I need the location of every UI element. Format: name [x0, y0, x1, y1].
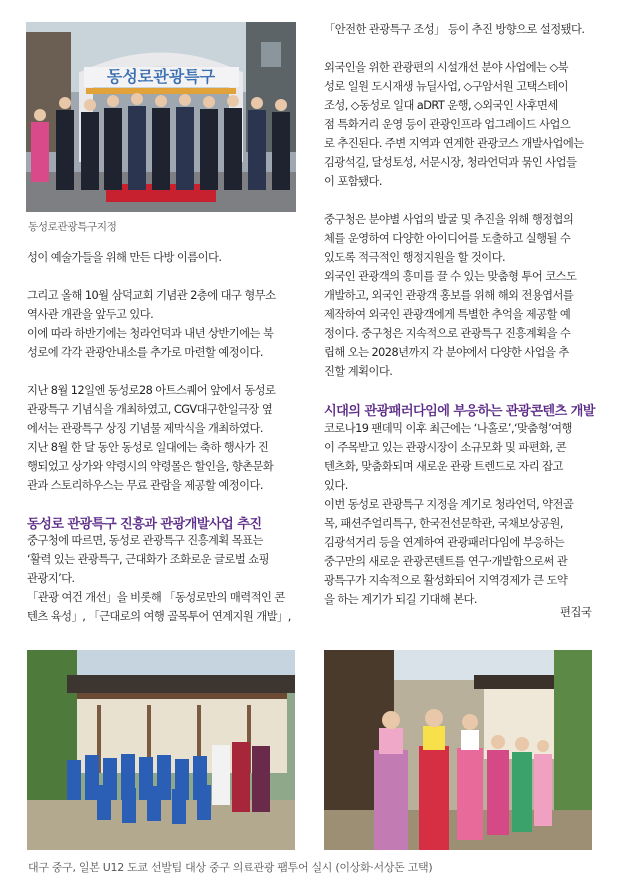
paragraph-line: 립해 오는 2028년까지 각 분야에서 다양한 사업을 추 [324, 346, 569, 359]
right-column-continued [324, 419, 573, 609]
paragraph-line: 있다. [324, 479, 348, 492]
paragraph-line: 김광석거리 등을 연계하여 관광패러다임에 부응하는 [324, 536, 565, 549]
ceremony-photo-caption: 동성로관광특구지정 [28, 221, 117, 233]
paragraph-line: 조성, ◇동성로 일대 aDRT 운행, ◇외국인 사후면세 [324, 99, 558, 112]
hanbok-photo [324, 650, 592, 850]
paragraph-line: 광특구가 지속적으로 활성화되어 지역경제가 큰 도약 [324, 574, 568, 587]
paragraph-line: 제작하여 외국인 관광객에게 특별한 추억을 제공할 예 [324, 308, 571, 321]
paragraph-line: 코로나19 팬데믹 이후 최근에는 ‘나홀로’,‘맞춤형’여행 [324, 422, 572, 435]
paragraph-line: 텐츠 육성」, 「근대로의 여행 골목투어 연계지원 개발」, [27, 610, 291, 623]
paragraph-line: 지난 8월 12일엔 동성로28 아트스퀘어 앞에서 동성로 [27, 384, 276, 397]
paragraph-line: 역사관 개관을 앞두고 있다. [27, 308, 154, 321]
paragraph-line: 김광석길, 달성토성, 서문시장, 청라언덕과 묶인 사업들 [324, 156, 577, 169]
paragraph-line: 점 특화거리 운영 등이 관광인프라 업그레이드 사업으 [324, 118, 571, 131]
author-signature: 편집국 [560, 606, 592, 619]
paragraph-line: 중구청에 따르면, 동성로 관광특구 진흥계획 목표는 [27, 534, 263, 547]
paragraph-line: 그리고 올해 10월 삼덕교회 기념관 2층에 대구 형무소 [27, 289, 276, 302]
paragraph-line: 행되었고 상가와 약령시의 약령몰은 할인을, 향촌문화 [27, 460, 274, 473]
paragraph-line: 이 주목받고 있는 관광시장이 소규모화 및 파편화, 콘 [324, 441, 566, 454]
paragraph-line: 에서는 관광특구 상징 기념물 제막식을 개최하였다. [27, 422, 263, 435]
paragraph-line: 「안전한 관광특구 조성」 등이 추진 방향으로 설정됐다. [324, 23, 585, 36]
paragraph-line: 로 추진된다. 주변 지역과 연계한 관광코스 개발사업에는 [324, 137, 584, 150]
paragraph-line: 개발하고, 외국인 관광객 홍보를 위해 해외 전용엽서를 [324, 289, 574, 302]
left-column [27, 248, 275, 495]
paragraph-line: 지난 8월 한 달 동안 동성로 일대에는 축하 행사가 진 [27, 441, 269, 454]
paragraph-line: 이에 따라 하반기에는 청라언덕과 내년 상반기에는 북 [27, 327, 274, 340]
group-photo-soccer-team [27, 650, 295, 850]
paragraph-line: 관과 스토리하우스는 무료 관람을 제공할 예정이다. [27, 479, 263, 492]
right-column [324, 20, 584, 381]
paragraph-line: 성로에 각각 관광안내소를 추가로 마련할 예정이다. [27, 346, 263, 359]
paragraph-line: 중구만의 새로운 관광콘텐트를 연구·개발함으로써 관 [324, 555, 568, 568]
ceremony-photo [26, 22, 296, 212]
section-heading-left: 동성로 관광특구 진흥과 관광개발사업 추진 [27, 517, 262, 532]
paragraph-line: 이번 동성로 관광특구 지정을 계기로 청라언덕, 약전골 [324, 498, 574, 511]
paragraph-line: 있도록 적극적인 행정지원을 할 것이다. [324, 251, 506, 264]
paragraph-line: 외국인 관광객의 흥미를 끌 수 있는 맞춤형 투어 코스도 [324, 270, 577, 283]
paragraph-line: 관광지’다. [27, 572, 75, 585]
paragraph-line: 성이 예술가들을 위해 만든 다방 이름이다. [27, 251, 222, 264]
left-column-continued [27, 531, 291, 626]
ceremony-photo-illustration [26, 22, 296, 212]
paragraph-line: 「관광 여건 개선」을 비롯해 「동성로만의 매력적인 콘 [27, 591, 285, 604]
paragraph-line: 중구청은 분야별 사업의 발굴 및 추진을 위해 행정협의 [324, 213, 574, 226]
group-photo-illustration [27, 650, 295, 850]
paragraph-line: ‘활력 있는 관광특구, 근대화가 조화로운 글로벌 쇼핑 [27, 553, 269, 566]
paragraph-line: 외국인을 위한 관광편의 시설개선 분야 사업에는 ◇북 [324, 61, 569, 74]
paragraph-line: 진할 계획이다. [324, 365, 393, 378]
paragraph-line: 관광특구 기념식을 개최하였고, CGV대구한일극장 옆 [27, 403, 273, 416]
paragraph-line: 을 하는 계기가 되길 기대해 본다. [324, 593, 477, 606]
paragraph-line: 성로 일원 도시재생 뉴딜사업, ◇구암서원 고택스테이 [324, 80, 569, 93]
paragraph-line: 이 포함됐다. [324, 175, 382, 188]
sign-text: 동성로관광특구 [106, 67, 216, 86]
hanbok-photo-illustration [324, 650, 592, 850]
paragraph-line: 정이다. 중구청은 지속적으로 관광특구 진흥계획을 수 [324, 327, 571, 340]
bottom-photo-caption: 대구 중구, 일본 U12 도쿄 선발팀 대상 중구 의료관광 팸투어 실시 (이상화·서상돈 고택) [28, 861, 433, 874]
paragraph-line: 체를 운영하여 다양한 아이디어를 도출하고 실행될 수 [324, 232, 571, 245]
section-heading-right: 시대의 관광패러다임에 부응하는 관광콘텐츠 개발 [324, 404, 595, 419]
paragraph-line: 텐츠화, 맞춤화되며 새로운 관광 트렌드로 자리 잡고 [324, 460, 563, 473]
paragraph-line: 목, 패션주얼리특구, 한국전선문학관, 국채보상공원, [324, 517, 563, 530]
